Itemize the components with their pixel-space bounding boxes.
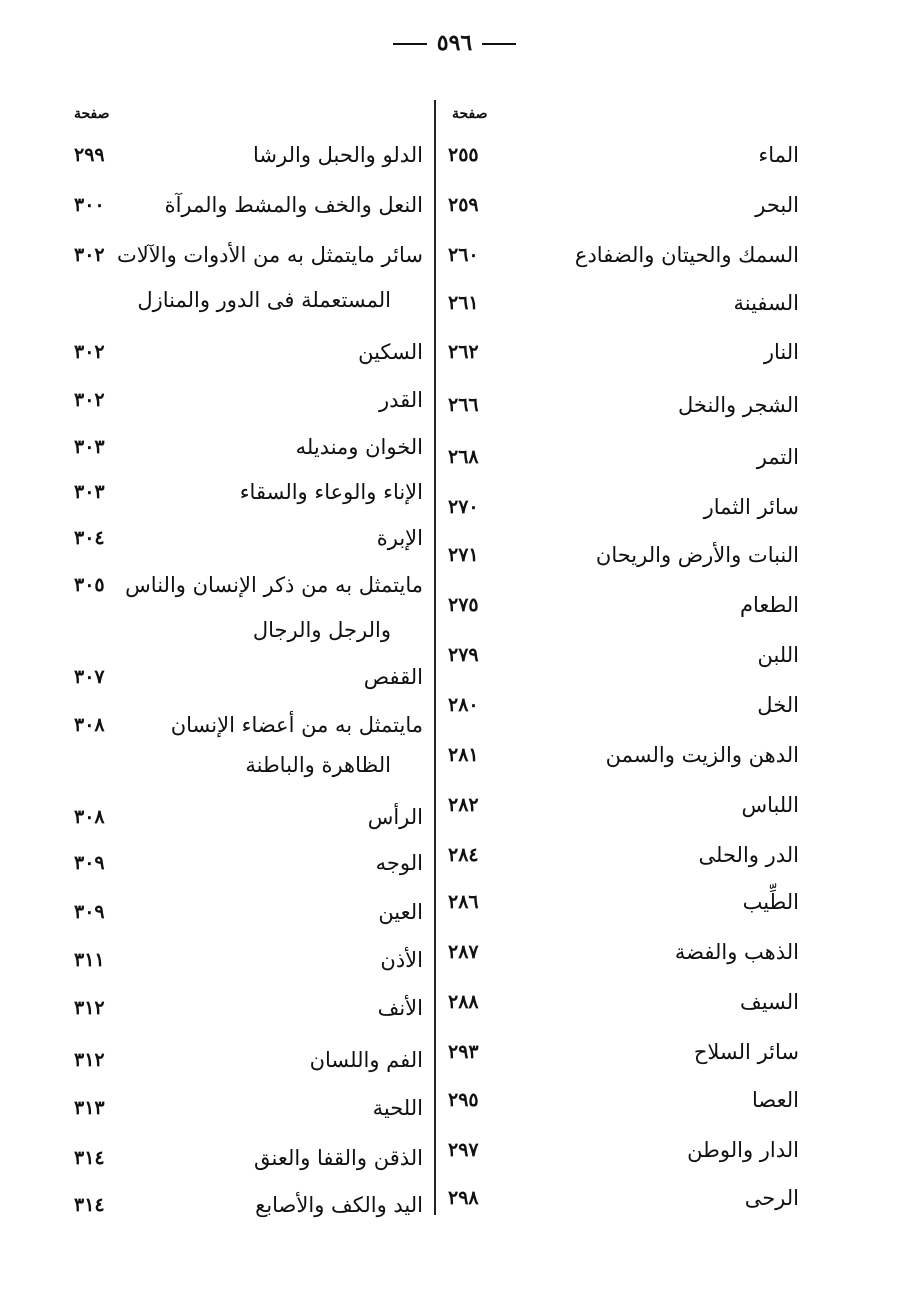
toc-entry-page: ٣٠٠ — [74, 194, 105, 216]
toc-entry-page: ٣٠٨ — [74, 714, 105, 736]
toc-entry-title: الإناء والوعاء والسقاء — [239, 480, 423, 504]
toc-entry-page: ٣٠٥ — [74, 574, 105, 596]
toc-entry — [0, 1088, 909, 1128]
toc-entry-title: السفينة — [733, 291, 799, 315]
toc-entry-title: التمر — [756, 445, 799, 469]
toc-entry-title: القدر — [378, 388, 423, 412]
toc-entry-title: القفص — [363, 665, 423, 689]
toc-entry — [0, 940, 909, 980]
toc-entry-title: الأنف — [377, 996, 423, 1020]
toc-entry-title: الرحى — [744, 1186, 799, 1210]
toc-entry-page: ٢٦٦ — [448, 394, 479, 416]
toc-entry-title: مايتمثل به من أعضاء الإنسان — [170, 713, 423, 737]
toc-entry-title: الدر والحلى — [698, 843, 799, 867]
toc-entry — [0, 185, 909, 225]
toc-entry — [0, 235, 909, 275]
toc-entry-title: الذهب والفضة — [674, 940, 799, 964]
toc-entry-page: ٣١٣ — [74, 1097, 105, 1119]
toc-entry — [0, 565, 909, 605]
toc-entry-title: مايتمثل به من ذكر الإنسان والناس — [125, 573, 423, 597]
toc-entry-title: العين — [378, 900, 423, 924]
toc-entry-title: الدار والوطن — [687, 1138, 799, 1162]
toc-entry-page: ٣٠٣ — [74, 481, 105, 503]
toc-entry-page: ٢٦٨ — [448, 446, 479, 468]
toc-entry-title: السيف — [739, 990, 799, 1014]
toc-entry-page: ٢٦٢ — [448, 341, 479, 363]
toc-entry-title: اللحية — [372, 1096, 423, 1120]
toc-entry-page: ٢٩٨ — [448, 1187, 479, 1209]
toc-entry-page: ٢٨٦ — [448, 891, 479, 913]
toc-entry-page: ٢٦١ — [448, 292, 479, 314]
toc-entry-page: ٣١٢ — [74, 997, 105, 1019]
toc-entry-title: العصا — [752, 1088, 799, 1112]
toc-entry-page: ٢٩٥ — [448, 1089, 479, 1111]
toc-entry-title: الشجر والنخل — [678, 393, 799, 417]
toc-entry-title: اللباس — [741, 793, 799, 817]
toc-entry-page: ٣٠٩ — [74, 852, 105, 874]
toc-entry — [0, 518, 909, 558]
toc-entry-title: الأذن — [380, 948, 423, 972]
page-number-text: ٥٩٦ — [436, 30, 473, 56]
toc-entry-title: النار — [763, 340, 799, 364]
toc-entry-title: السكين — [358, 340, 423, 364]
toc-entry-title: الطِّيب — [742, 890, 799, 914]
toc-entry-title: الخوان ومنديله — [295, 435, 423, 459]
page-number-dash-right — [482, 43, 516, 45]
toc-entry-page: ٢٧٥ — [448, 594, 479, 616]
toc-entry-title: الدلو والحبل والرشا — [253, 143, 423, 167]
toc-entry-title: والرجل والرجال — [252, 618, 391, 642]
toc-entry-page: ٣٠٩ — [74, 901, 105, 923]
toc-entry-page: ٣٠٢ — [74, 389, 105, 411]
toc-entry-title: الرأس — [367, 805, 423, 829]
toc-entry-page: ٢٩٣ — [448, 1041, 479, 1063]
toc-entry-page: ٣٠٣ — [74, 436, 105, 458]
toc-entry-title: الإبرة — [376, 526, 423, 550]
toc-entry-page: ٣٠٢ — [74, 341, 105, 363]
toc-entry-title: اللبن — [757, 643, 799, 667]
toc-entry-title: النبات والأرض والريحان — [595, 543, 799, 567]
toc-entry — [0, 705, 909, 745]
toc-entry-page: ٢٨١ — [448, 744, 479, 766]
toc-entry-page: ٣٠٨ — [74, 806, 105, 828]
toc-entry-page: ٢٥٥ — [448, 144, 479, 166]
toc-entry — [0, 380, 909, 420]
toc-entry — [0, 745, 909, 785]
toc-entry — [0, 472, 909, 512]
toc-entry — [0, 332, 909, 372]
toc-entry-title: سائر مايتمثل به من الأدوات والآلات — [117, 243, 423, 267]
toc-entry-title: الذقن والقفا والعنق — [253, 1146, 423, 1170]
toc-entry-title: الفم واللسان — [309, 1048, 423, 1072]
toc-entry-page: ٣١١ — [74, 949, 105, 971]
toc-entry-page: ٣٠٤ — [74, 527, 105, 549]
toc-entry-page: ٢٧٩ — [448, 644, 479, 666]
toc-entry-title: الخل — [757, 693, 799, 717]
toc-entry-page: ٢٥٩ — [448, 194, 479, 216]
toc-entry — [0, 797, 909, 837]
page-number-dash-left — [393, 43, 427, 45]
page-number — [0, 30, 909, 56]
toc-entry-page: ٢٨٨ — [448, 991, 479, 1013]
toc-entry-page: ٢٦٠ — [448, 244, 479, 266]
toc-entry-page: ٣٠٢ — [74, 244, 105, 266]
toc-entry-page: ٣٠٧ — [74, 666, 105, 688]
toc-entry-title: الظاهرة والباطنة — [245, 753, 391, 777]
toc-entry-page: ٢٩٧ — [448, 1139, 479, 1161]
toc-entry-page: ٣١٤ — [74, 1147, 105, 1169]
toc-entry — [0, 610, 909, 650]
toc-entry-title: الماء — [758, 143, 799, 167]
toc-entry-title: النعل والخف والمشط والمرآة — [164, 193, 423, 217]
toc-entry-page: ٢٨٢ — [448, 794, 479, 816]
right-column-header: صفحة — [452, 106, 488, 122]
toc-entry-title: سائر الثمار — [703, 495, 799, 519]
toc-entry — [0, 1138, 909, 1178]
toc-entry-title: السمك والحيتان والضفادع — [574, 243, 799, 267]
toc-entry-page: ٢٩٩ — [74, 144, 105, 166]
toc-entry — [0, 135, 909, 175]
toc-entry-title: الوجه — [375, 851, 423, 875]
toc-entry — [0, 892, 909, 932]
toc-entry-page: ٢٨٤ — [448, 844, 479, 866]
left-column-header: صفحة — [74, 106, 110, 122]
toc-entry — [0, 988, 909, 1028]
toc-entry-title: اليد والكف والأصابع — [255, 1193, 423, 1217]
toc-entry-page: ٢٨٠ — [448, 694, 479, 716]
toc-entry — [0, 1185, 909, 1225]
toc-entry — [0, 427, 909, 467]
toc-entry — [0, 280, 909, 320]
toc-entry-page: ٢٧١ — [448, 544, 479, 566]
toc-entry-page: ٢٧٠ — [448, 496, 479, 518]
toc-entry — [0, 1040, 909, 1080]
toc-entry — [0, 657, 909, 697]
toc-entry-page: ٣١٤ — [74, 1194, 105, 1216]
toc-entry-page: ٢٨٧ — [448, 941, 479, 963]
toc-entry-title: البحر — [755, 193, 799, 217]
toc-entry-title: المستعملة فى الدور والمنازل — [137, 288, 391, 312]
toc-entry-title: الدهن والزيت والسمن — [605, 743, 799, 767]
toc-entry-title: الطعام — [740, 593, 799, 617]
toc-entry — [0, 843, 909, 883]
toc-entry-title: سائر السلاح — [693, 1040, 799, 1064]
toc-entry-page: ٣١٢ — [74, 1049, 105, 1071]
